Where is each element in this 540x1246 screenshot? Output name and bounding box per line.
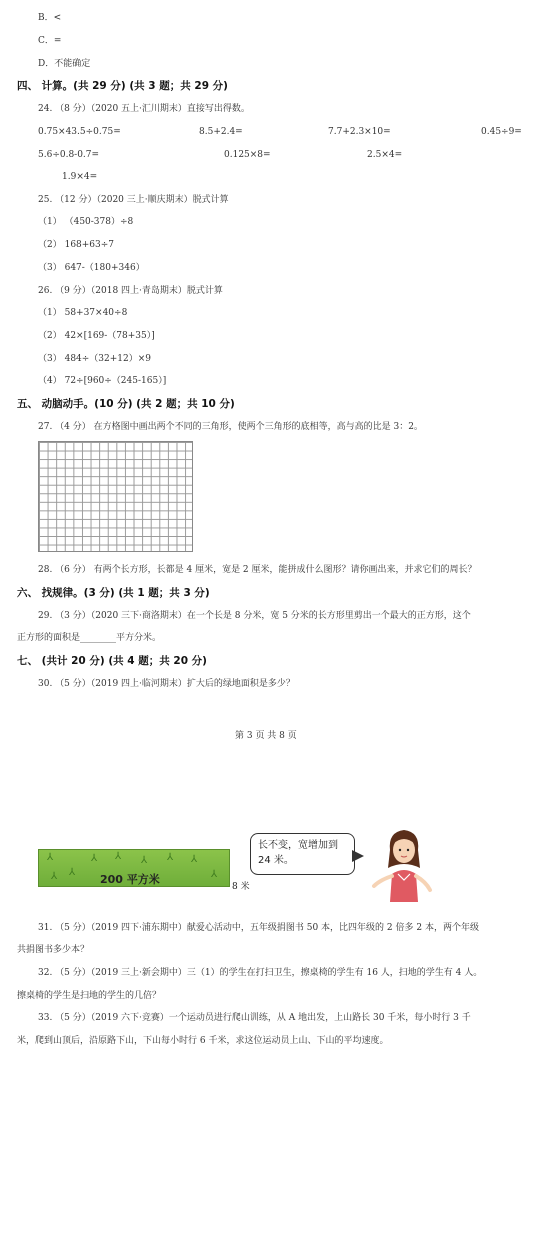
question-24: 24. （8 分）（2020 五上·汇川期末）直接写出得数。 <box>38 104 250 114</box>
grass-icon: ⅄ <box>51 871 58 882</box>
q25-part-2: （2） 168+63÷7 <box>38 240 115 250</box>
page-number: 第 3 页 共 8 页 <box>235 731 297 741</box>
grass-icon: ⅄ <box>115 851 122 862</box>
grass-icon: ⅄ <box>167 852 174 863</box>
q26-part-2: （2） 42×[169-（78+35）] <box>38 331 155 341</box>
question-31-line1: 31. （5 分）（2019 四下·浦东期中）献爱心活动中，五年级捐图书 50 本，比四年级的 2 倍多 2 本，两个年级 <box>38 923 479 933</box>
grass-icon: ⅄ <box>69 867 76 878</box>
girl-illustration <box>368 824 440 902</box>
section-5-heading: 五、 动脑动手。(10 分) (共 2 题；共 10 分) <box>17 398 235 410</box>
q25-part-1: （1） （450-378）÷8 <box>38 217 134 227</box>
q24-item-a: 0.75×43.5÷0.75= <box>38 127 121 137</box>
section-7-heading: 七、 (共计 20 分) (共 4 题；共 20 分) <box>17 655 207 667</box>
q26-part-4: （4） 72÷[960÷（245-165）] <box>38 376 167 386</box>
question-29-line1: 29. （3 分）（2020 三下·商洛期末）在一个长是 8 分米，宽 5 分米的长方形里剪出一个最大的正方形，这个 <box>38 611 471 621</box>
grass-icon: ⅄ <box>191 854 198 865</box>
q24-item-c: 7.7+2.3×10= <box>328 127 391 137</box>
question-27: 27. （4 分） 在方格图中画出两个不同的三角形，使两个三角形的底相等，高与高的比是 3：2。 <box>38 422 423 432</box>
question-31-line2: 共捐图书多少本？ <box>17 945 90 955</box>
grass-icon: ⅄ <box>141 855 148 866</box>
q24-item-e: 5.6÷0.8-0.7= <box>38 150 100 160</box>
option-c: C．= <box>38 36 62 46</box>
q25-part-3: （3） 647-（180+346） <box>38 263 145 273</box>
square-grid <box>38 441 193 552</box>
section-4-heading: 四、 计算。(共 29 分) (共 3 题；共 29 分) <box>17 80 228 92</box>
q26-part-1: （1） 58+37×40÷8 <box>38 308 128 318</box>
question-29-line2: 正方形的面积是________平方分米。 <box>17 633 162 643</box>
q24-item-d: 0.45÷9= <box>481 127 522 137</box>
q24-item-h: 1.9×4= <box>62 172 98 182</box>
q26-part-3: （3） 484÷（32+12）×9 <box>38 354 152 364</box>
grass-icon: ⅄ <box>91 853 98 864</box>
question-28: 28. （6 分） 有两个长方形，长都是 4 厘米，宽是 2 厘米，能拼成什么图形？请你画出来，并求它们的周长？ <box>38 565 477 575</box>
q24-item-f: 0.125×8= <box>224 150 271 160</box>
option-b: B．< <box>38 13 62 23</box>
field-area-label: 200 平方米 <box>100 873 160 886</box>
q24-item-g: 2.5×4= <box>367 150 403 160</box>
question-32-line2: 擦桌椅的学生是扫地的学生的几倍？ <box>17 991 162 1001</box>
grass-icon: ⅄ <box>47 852 54 863</box>
field-width-label: 8 米 <box>232 882 250 892</box>
question-25: 25. （12 分）（2020 三上·顺庆期末）脱式计算 <box>38 195 229 205</box>
speech-text: 长不变，宽增加到 24 米。 <box>258 840 338 866</box>
question-33-line2: 米，爬到山顶后，沿原路下山，下山每小时行 6 千米，求这位运动员上山、下山的平均速度。 <box>17 1036 389 1046</box>
q24-item-b: 8.5+2.4= <box>199 127 243 137</box>
section-6-heading: 六、 找规律。(3 分) (共 1 题；共 3 分) <box>17 587 210 599</box>
question-26: 26. （9 分）（2018 四上·青岛期末）脱式计算 <box>38 286 223 296</box>
option-d: D．不能确定 <box>38 59 91 69</box>
grass-icon: ⅄ <box>211 869 218 880</box>
question-32-line1: 32. （5 分）（2019 三上·新会期中）三（1）的学生在打扫卫生，擦桌椅的学生有 16 人，扫地的学生有 4 人。 <box>38 968 483 978</box>
question-33-line1: 33. （5 分）（2019 六下·竞赛）一个运动员进行爬山训练，从 A 地出发，上山路长 30 千米，每小时行 3 千 <box>38 1013 471 1023</box>
question-30: 30. （5 分）（2019 四上·临河期末）扩大后的绿地面积是多少？ <box>38 679 295 689</box>
speech-bubble-tail <box>352 850 364 862</box>
